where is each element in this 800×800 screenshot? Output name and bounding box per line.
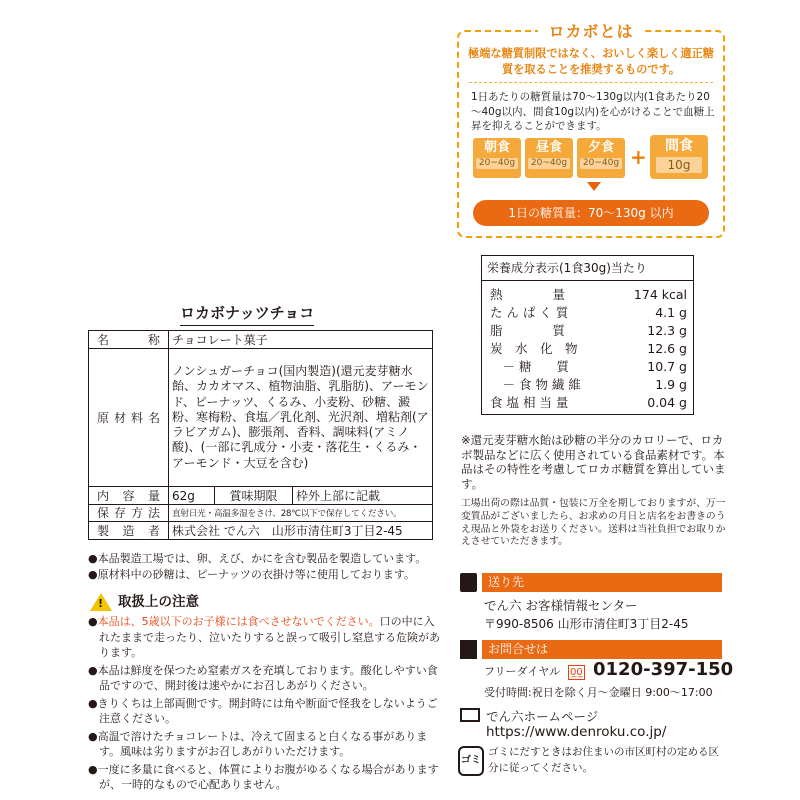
website-label: でん六ホームページ: [486, 709, 599, 724]
daily-carb-total: 1日の糖質量：70～130g 以内: [473, 200, 709, 226]
list-item: ●一度に多量に食べると、体質によりお腹がゆるくなる場合がありますが、一時的なもので心配ありません。: [88, 762, 439, 791]
garbage-icon: ゴミ: [458, 746, 484, 776]
freedial-label: フリーダイヤル: [484, 665, 561, 678]
list-item: ●本品製造工場では、卵、えび、かにを含む製品を製造しています。: [88, 552, 427, 565]
product-spec-table: [88, 330, 433, 540]
nutrition-header: 栄養成分表示(1食30g)当たり: [482, 256, 693, 281]
mobile-phone-icon: [460, 573, 477, 592]
nutrition-row: 炭 水 化 物 12.6 g: [490, 341, 687, 356]
ingredients-label: 原材料名: [89, 349, 169, 487]
list-item: ●高温で溶けたチョコレートは、冷えて固まると白くなる事があります。風味は劣りますがお召しあがりいただけます。: [88, 729, 428, 758]
maker-label: 製 造 者: [89, 522, 169, 540]
plus-icon: +: [630, 145, 647, 169]
meal-breakfast: 朝食 20~40g: [473, 138, 521, 178]
shipping-address: 〒990-8506 山形市清住町3丁目2-45: [484, 617, 689, 631]
meal-lunch: 昼食 20~40g: [525, 138, 573, 178]
arrow-down-icon: [587, 182, 601, 191]
content-value: 62g: [169, 487, 215, 505]
disposal-note: ゴミにだすときはお住まいの市区町村の定める区分に従ってください。: [488, 746, 719, 774]
locabo-lead: 極端な糖質制限ではなく、おいしく楽しく適正糖質を取ることを推奨するものです。: [468, 47, 714, 76]
expiry-value: 枠外上部に記載: [293, 487, 433, 505]
content-label: 内 容 量: [89, 487, 169, 505]
storage-label: 保存方法: [89, 505, 169, 522]
phone-number[interactable]: 0120-397-150: [593, 659, 734, 680]
locabo-description: 1日あたりの糖質量は70～130g以内(1食あたり20～40g以内、間食10g以内)を心がけることで血糖上昇を抑えることができます。: [471, 91, 715, 132]
list-item: ●本品は、5歳以下のお子様には食べさせないでください。口の中に入れたままで走ったり、泣いたりすると誤って吸引し窒息する危険があります。: [88, 615, 440, 659]
caution-title: 取扱上の注意: [118, 594, 199, 610]
locabo-title: ロカボとは: [459, 19, 723, 42]
locabo-box: [457, 22, 725, 238]
phone-keypad-icon: [460, 640, 477, 659]
business-hours: 受付時間:祝日を除く月～金曜日 9:00～17:00: [484, 686, 713, 699]
expiry-label: 賞味期限: [215, 487, 293, 505]
product-title: ロカボナッツチョコ: [180, 302, 314, 326]
ingredients-value: ノンシュガーチョコ(国内製造)(還元麦芽糖水飴、カカオマス、植物油脂、乳脂肪)、アーモンド、ピーナッツ、くるみ、小麦粉、砂糖、澱粉、寒梅粉、食塩／乳化剤、光沢剤、増粘剤(アラビアガム)、膨張剤、香料、調味料(アミノ酸)、(一部に乳成分・小麦・落花生・くるみ・アーモンド・大豆を含む): [169, 349, 433, 487]
monitor-icon: [460, 708, 480, 722]
exclamation-icon: !: [98, 597, 104, 610]
caution-list: [88, 614, 440, 795]
nutrition-row: 熱 量 174 kcal: [490, 287, 687, 302]
nutrition-row: た ん ぱ く 質 4.1 g: [490, 305, 687, 320]
maker-value: 株式会社 でん六 山形市清住町3丁目2-45: [169, 522, 433, 540]
nutrition-row: － 食 物 繊 維 1.9 g: [490, 377, 687, 392]
shipping-label: 送り先: [482, 573, 722, 592]
nutrition-row: － 糖 質 10.7 g: [490, 359, 687, 374]
website-url[interactable]: https://www.denroku.co.jp/: [486, 724, 667, 740]
quality-note: 工場出荷の際は品質・包装に万全を期しておりますが、万一変質品がございましたら、お求めの月日と店名をお書きのうえ現品と外袋をお送りください。送料は当社負担でお取りかえさせていただきます。: [461, 498, 726, 548]
meal-dinner: 夕食 20~40g: [577, 138, 625, 178]
name-value: チョコレート菓子: [169, 331, 433, 349]
meal-snack: 間食 10g: [650, 135, 708, 179]
name-label: 名 称: [89, 331, 169, 349]
list-item: ●原材料中の砂糖は、ピーナッツの衣掛け等に使用しております。: [88, 568, 416, 581]
allergen-notes: [88, 551, 438, 583]
divider: [469, 82, 713, 83]
nutrition-row: 食 塩 相 当 量 0.04 g: [490, 395, 687, 410]
freedial-icon: 0̲0̲: [570, 667, 583, 678]
list-item: ●本品は鮮度を保つため窒素ガスを充填しております。酸化しやすい食品ですので、開封後は速やかにお召しあがりください。: [88, 663, 438, 692]
inquiry-label: お問合せは: [482, 640, 722, 659]
shipping-name: でん六 お客様情報センター: [484, 598, 638, 613]
nutrition-table: [481, 255, 694, 415]
storage-value: 直射日光・高温多湿をさけ、28℃以下で保存してください。: [169, 505, 433, 522]
list-item: ●きりくちは上部両側です。開封時には角や断面で怪我をしないようご注意ください。: [88, 696, 438, 725]
sweetener-note: ※還元麦芽糖水飴は砂糖の半分のカロリーで、ロカボ製品などに広く使用されている食品素材です。本品はその特性を考慮してロカボ糖質を算出しています。: [461, 433, 726, 491]
nutrition-row: 脂 質 12.3 g: [490, 323, 687, 338]
